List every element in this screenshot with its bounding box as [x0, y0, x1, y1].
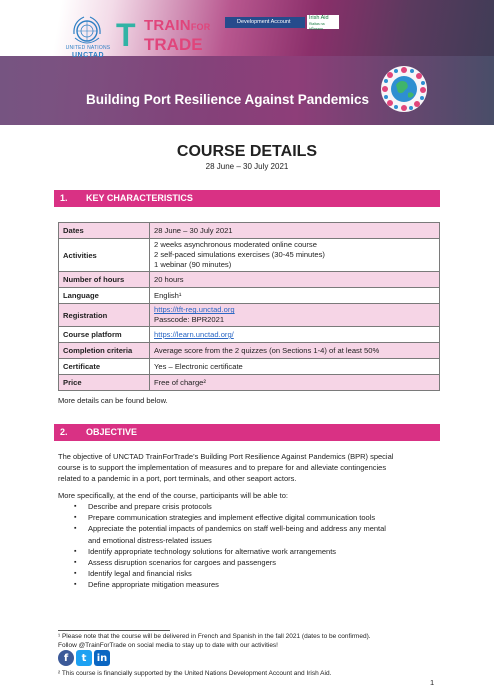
more-details-text: More details can be found below.: [58, 396, 168, 405]
irish-aid-line1: Irish Aid: [309, 15, 329, 21]
row-label: Activities: [59, 239, 150, 272]
section-key-characteristics: [54, 190, 440, 207]
footnote-divider: [58, 630, 170, 631]
tft-t-icon: T: [116, 17, 136, 53]
paragraph-line: The objective of UNCTAD TrainForTrade’s Building Port Resilience Against Pandemics (BPR) special: [58, 452, 394, 461]
social-links: [58, 650, 110, 666]
row-label: Language: [59, 288, 150, 304]
list-item: ▪ Identify legal and financial risks: [72, 568, 444, 579]
tft-for: FOR: [190, 22, 211, 32]
irish-aid-line2: Rialtas na hÉireann: [309, 22, 325, 31]
paragraph-line: related to a pandemic in a port, port terminals, and other seaport actors.: [58, 474, 297, 484]
footnote-line: Follow @TrainForTrade on social media to stay up to date with our activities!: [58, 641, 278, 649]
section-number: 1.: [60, 193, 68, 203]
row-value: Yes – Electronic certificate: [150, 359, 440, 375]
facebook-icon[interactable]: f: [58, 650, 74, 666]
section-title: KEY CHARACTERISTICS: [86, 193, 193, 203]
twitter-icon[interactable]: t: [76, 650, 92, 666]
objective-intro: More specifically, at the end of the course, participants will be able to:: [58, 491, 288, 500]
paragraph-line: course is to support the implementation of measures and to prepare for and alleviate contingencies: [58, 463, 387, 473]
page-number: 1: [430, 678, 435, 687]
table-row: [59, 343, 440, 359]
objective-bullet-list: [72, 501, 444, 591]
row-label: Completion criteria: [59, 343, 150, 359]
row-value: Free of charge²: [150, 375, 440, 391]
course-dates: 28 June – 30 July 2021: [205, 162, 289, 171]
row-label: Number of hours: [59, 272, 150, 288]
table-row: [59, 223, 440, 239]
page-title: COURSE DETAILS: [176, 143, 318, 160]
irish-aid-logo: [307, 15, 339, 29]
course-platform-link[interactable]: https://learn.unctad.org/: [154, 330, 234, 339]
footnote-1: [58, 633, 458, 650]
section-title: OBJECTIVE: [86, 427, 138, 437]
list-item: ▪ Identify appropriate technology solutions for alternative work arrangements: [72, 546, 444, 557]
list-item-text-cont: and emotional distress-related issues: [88, 535, 212, 545]
un-label: UNITED NATIONS: [65, 45, 111, 51]
banner-title: Building Port Resilience Against Pandemics: [86, 92, 370, 107]
row-value: English¹: [150, 288, 440, 304]
row-label: Registration: [59, 304, 150, 327]
row-label: Course platform: [59, 327, 150, 343]
registration-passcode: Passcode: BPR2021: [154, 315, 225, 324]
key-characteristics-table: [58, 222, 440, 391]
activity-line: 1 webinar (90 minutes): [154, 259, 232, 269]
row-label: Dates: [59, 223, 150, 239]
footnote-line: ¹ Please note that the course will be delivered in French and Spanish in the fall 2021 (dates to be confirmed).: [58, 633, 371, 640]
row-value: 20 hours: [150, 272, 440, 288]
development-account-logo: Development Account: [225, 17, 305, 28]
activity-line: 2 weeks asynchronous moderated online course: [154, 240, 317, 250]
row-label: Price: [59, 375, 150, 391]
pandemic-globe-icon: [372, 57, 436, 121]
row-label: Certificate: [59, 359, 150, 375]
un-emblem-icon: [70, 14, 104, 48]
list-item-text: Appreciate the potential impacts of pandemics on staff well-being and address any mental: [88, 524, 386, 534]
row-value: 28 June – 30 July 2021: [150, 223, 440, 239]
section-objective: [54, 424, 440, 441]
table-row: [59, 327, 440, 343]
table-row: [59, 304, 440, 327]
linkedin-icon[interactable]: in: [94, 650, 110, 666]
tft-trade: TRADE: [144, 35, 203, 54]
activity-line: 2 self-paced simulations exercises (30-45 minutes): [154, 250, 325, 260]
row-value: [150, 239, 440, 272]
table-row: [59, 239, 440, 272]
row-value: [150, 327, 440, 343]
section-number: 2.: [60, 427, 68, 437]
table-row: [59, 288, 440, 304]
list-item: ▪ Prepare communication strategies and implement effective digital communication tools: [72, 512, 444, 523]
row-value: Average score from the 2 quizzes (on Sections 1-4) of at least 50%: [150, 343, 440, 359]
footnote-2: ² This course is financially supported by the United Nations Development Account and Irish Aid.: [58, 670, 332, 677]
row-value: [150, 304, 440, 327]
trainfortrade-logo: [116, 15, 228, 55]
objective-paragraph: [58, 451, 442, 485]
list-item: ▪ Describe and prepare crisis protocols: [72, 501, 444, 512]
unctad-label: UNCTAD: [71, 52, 105, 59]
tft-train: TRAIN: [144, 17, 191, 34]
registration-link[interactable]: https://tft-reg.unctad.org: [154, 305, 235, 315]
table-row: [59, 272, 440, 288]
header-banner: [0, 0, 494, 125]
list-item: [72, 523, 444, 545]
table-row: [59, 375, 440, 391]
list-item: ▪ Define appropriate mitigation measures: [72, 579, 444, 590]
list-item: ▪ Assess disruption scenarios for cargoes and passengers: [72, 557, 444, 568]
table-row: [59, 359, 440, 375]
